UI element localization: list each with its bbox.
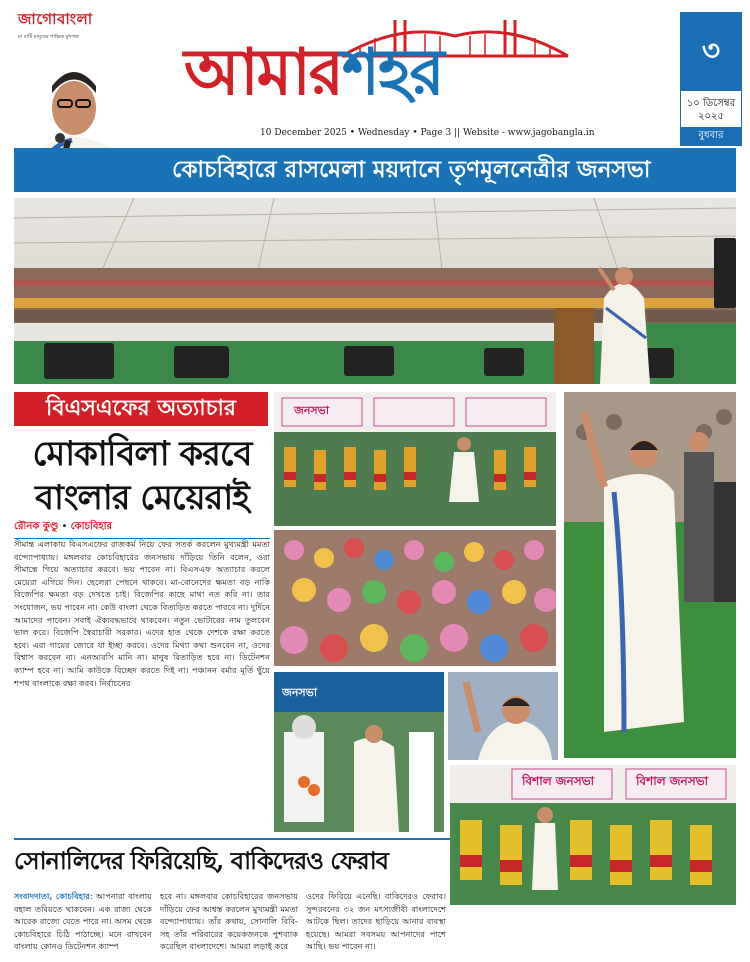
dateline: 10 December 2025 • Wednesday • Page 3 || Website - www.jagobangla.in [260,128,595,138]
stage-banner-text-1: জনসভা [282,686,318,699]
masthead-title [184,34,443,112]
banner-text: কোচবিহারে রাসমেলা ময়দানে তৃণমূলনেত্রীর জনসভা [172,157,651,183]
brand-tagline: মা মাটি মানুষের পাক্ষিক মুখপত্র [18,34,79,40]
page-info-box [680,12,742,146]
second-story-column-1 [14,890,152,960]
story-headline-line2: বাংলার মেয়েরাই [35,478,249,518]
byline-place: কোচবিহার [70,521,113,532]
second-story-column-2: হবে না। মঙ্গলবার কোচবিহারের জনসভায় দাঁড়িয়ে ফের আশ্বস্ত করলেন মুখ্যমন্ত্রী মমতা বন্দ্যোপাধ্যায়। তাঁর কথায়, সোনালি বিবি-সহ তাঁর পরিবারের কয়েকজনকে পুশব্যাক করেছিল বাংলাদেশে। আমরা লড়াই করে [160,891,298,952]
second-story-lead-label: সংবাদদাতা, কোচবিহার [14,891,90,901]
masthead-title-part2: শহর [341,35,443,110]
page-day: বুধবার [681,127,741,145]
story-headline-line1: মোকাবিলা করবে [32,434,252,474]
second-story-column-3: ওদের ফিরিয়ে এনেছি। বাকিদেরও ফেরাব। সুন্দরবনের ৩২ জন মৎস্যজীবী বাংলাদেশে আটকে ছিল। তাদের ছাড়িয়ে আনার ব্যবস্থা হয়েছে। আমরা সবসময় আপনাদের পাশে আছি। ভয় পাবেন না। [306,891,446,952]
story-column-1: সীমান্ত এলাকায় বিএসএফের রাজকর্ম নিয়ে ফের সতর্ক করলেন মুখ্যমন্ত্রী মমতা বন্দ্যোপাধ্যায়। মঙ্গলবার কোচবিহারের জনসভায় দাঁড়িয়ে তিনি বলেন, ওরা সীমান্তে গিয়ে অত্যাচার করবে। ভয় পাবেন না। বিএসএফ অত্যাচার করলে মেয়েরা এগিয়ে দিন। ছেলেরা পেছনে থাকবে। মা-বোনেদের ক্ষমতা বড় নাকি বিজেপির ক্ষমতা বড় দেখতে চাই। বিজেপির কাছে মাথা নত করি না। তার সংযোজন, ভয় পাবেন না। কেউ বাংলা থেকে বিতাড়িত করতে পারবে না। দুর্দিনে আমাদের পাবেন। সবাই ঐক্যবদ্ধভাবে থাকবেন। নতুন ভোটারের নাম তুলবেন ভাল করে। বিজেপি স্বৈরাচারী সরকার। এদের হাত থেকে দেশকে রক্ষা করতে হবে। এরা গায়ের জোরে যা ইচ্ছা করবে। ওদের মিথ্যা কথা শুনবেন না, ওদের বিশ্বাস করবেন না। এনআরসি মানি না। মানুষ বিতাড়িত হবে না। ডিটেনশন ক্যাম্প হবে না। আমি কাউকে বিচ্ছেদ করতে দিই না। পঞ্চানন বর্মার মূর্তি ছুঁয়ে শপথ বাংলাকে রক্ষা করব। নির্বাচনের [14,539,270,688]
masthead [180,12,600,122]
second-story-headline: সোনালিদের ফিরিয়েছি, বাকিদেরও ফেরাব [14,846,389,875]
tribute-photo [274,672,444,832]
brand-logo [18,8,128,42]
page-number: ৩ [681,13,741,91]
stage-banner-text-2: বিশাল জনসভা [522,774,595,788]
headline-banner [14,148,736,192]
rally-photo [14,198,736,384]
story-byline: রৌনক কুণ্ডু • কোচবিহার [14,519,270,539]
leader-waving-photo [564,392,736,758]
dance-performance-photo [450,765,736,905]
stage-banner-text-3: বিশাল জনসভা [636,774,709,788]
second-story-col1-text: : আপনারা বাংলায় বহাল তবিয়তে থাকবেন। এক রাজ্য থেকে আরেক রাজ্যে যেতে পারে না। অসম থেকে কোচবিহারে চিঠি পাঠাচ্ছে। মনে রাখবেন বাংলায় কোনও ডিটেনশন ক্যাম্প [14,891,152,952]
dancers-photo [274,392,556,526]
page-date: ১০ ডিসেম্বর ২০২৫ [686,98,736,122]
masthead-title-part1: আমার [184,35,342,110]
story-kicker: বিএসএফের অত্যাচার [14,392,268,426]
brand-name: জাগোবাংলা [18,10,93,28]
byline-author: রৌনক কুণ্ডু [14,521,59,532]
section-rule [14,838,450,840]
photo-banner-text: জনসভা [294,404,330,417]
leader-closeup-photo [448,672,558,760]
crowd-photo [274,530,556,666]
